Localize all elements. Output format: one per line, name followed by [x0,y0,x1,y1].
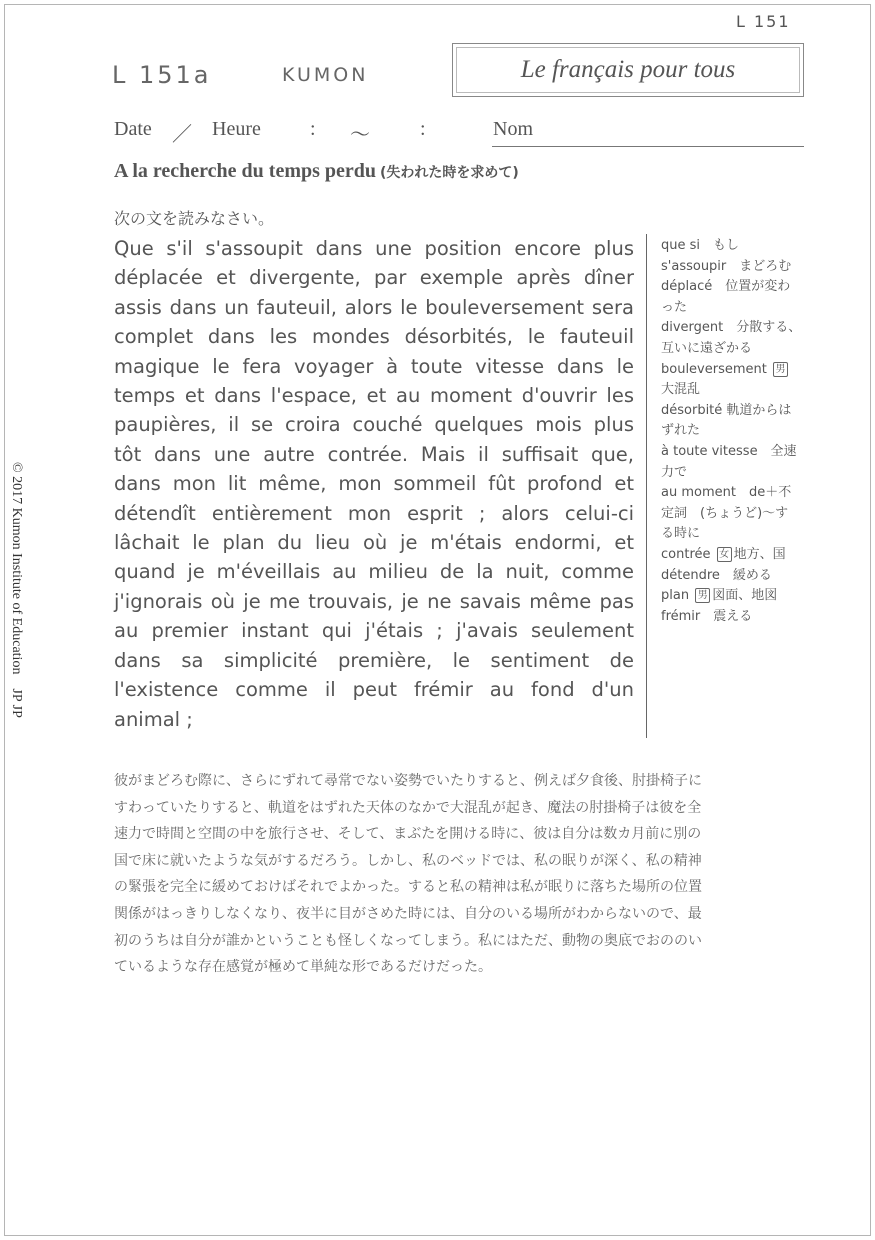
translation-line: 国で床に就いたような気がするだろう。しかし、私のベッドでは、私の眠りが深く、私の精神 [114,852,702,869]
passage-line: détendît entièrement mon esprit ; alors celui-ci [114,501,634,525]
level-code: L 151a [112,61,212,89]
glossary-line: divergent 分散する、 [661,320,802,336]
glossary-line: ずれた [661,423,701,439]
glossary [661,236,811,627]
passage-line: temps et dans l'espace, et au moment d'ouvrir les [114,384,634,408]
passage-line: j'ignorais où je me trouvais, je ne savais même pas [114,589,634,613]
slash-separator: ／ [172,124,192,146]
passage-line: tôt dans une autre contrée. Mais il suffisait que, [114,442,634,466]
translation-line: 速力で時間と空間の中を旅行させ、そして、まぶたを開ける時に、彼は自分は数カ月前に別の [114,826,702,843]
passage-line: au premier instant qui j'étais ; j'avais seulement [114,619,634,643]
passage-line: quand je m'éveillais au milieu de la nuit, comme [114,560,634,584]
heure-label: Heure [212,118,261,140]
feminine-tag: 女 [717,547,732,562]
glossary-term: contrée [661,546,711,562]
glossary-line: 互いに遠ざかる [661,340,753,356]
passage-line: Que s'il s'assoupit dans une position encore plus [114,237,634,260]
passage-line: assis dans un fauteuil, alors le bouleversement sera [114,295,634,319]
translation-line: 彼がまどろむ際に、さらにずれて尋常でない姿勢でいたりすると、例えば夕食後、肘掛椅子に [114,773,702,789]
passage [114,234,634,734]
name-field-line [492,146,804,147]
japanese-translation [114,768,814,981]
glossary-definition: 地方、国 [733,546,786,562]
glossary-entry [661,360,811,381]
glossary-definition: 図面、地図 [712,588,778,604]
instruction: 次の文を読みなさい。 [114,209,275,228]
glossary-term: bouleversement [661,361,767,377]
glossary-line: る時に [661,526,701,542]
glossary-entry [661,586,811,607]
course-title: Le français pour tous [520,56,736,83]
passage-line: dans sa simplicité première, le sentiment de [114,648,634,672]
glossary-line: s'assoupir まどろむ [661,258,792,274]
glossary-term: plan [661,588,690,604]
passage-line: magique le fera voyager à toute vitesse dans le [114,354,634,378]
heading-title-jp: (失われた時を求めて) [380,165,519,181]
glossary-line: à toute vitesse 全速 [661,443,797,459]
heading-title-fr: A la recherche du temps perdu [114,160,377,182]
glossary-line: frémir 震える [661,608,753,624]
colon-separator: : [310,118,316,140]
glossary-line: déplacé 位置が変わ [661,279,791,295]
glossary-line: détendre 緩める [661,567,772,583]
glossary-line: désorbité 軌道からは [661,402,792,418]
tilde-separator: 〜 [350,124,370,146]
passage-line: lâchait le plan du lieu où je m'étais endormi, et [114,531,634,555]
glossary-line: que si もし [661,238,740,253]
nom-label: Nom [493,118,533,140]
sheet-code: L 151 [736,12,791,31]
section-heading [114,160,519,183]
passage-line: dans mon lit même, mon sommeil fût profond et [114,472,634,496]
copyright-notice: © 2017 Kumon Institute of Education JP JP [9,462,24,718]
glossary-line: au moment de＋不 [661,485,792,501]
brand-logo: KUMON [282,64,369,86]
glossary-line: った [661,299,688,315]
translation-line: 関係がはっきりしなくなり、夜半に目がさめた時には、自分のいる場所がわからないので、最 [114,905,702,922]
translation-line: の緊張を完全に緩めておけばそれでよかった。すると私の精神は私が眠りに落ちた場所の位置 [114,879,702,896]
date-label: Date [114,118,152,140]
passage-line: complet dans les mondes désorbités, le fauteuil [114,325,634,349]
translation-line: すわっていたりすると、軌道をはずれた天体のなかで大混乱が起き、魔法の肘掛椅子は彼を全 [114,799,702,816]
glossary-entry [661,545,811,566]
masculine-tag: 男 [695,588,710,603]
translation-line: 初のうちは自分が誰かということも怪しくなってしまう。私にはただ、動物の奥底でおののい [114,932,702,949]
glossary-line: 力で [661,464,688,480]
column-divider [646,234,647,738]
glossary-line: 大混乱 [661,382,701,398]
passage-line: déplacée et divergente, par exemple après dîner [114,266,634,290]
course-title-box [452,43,804,97]
colon-separator: : [420,118,426,140]
passage-line: animal ; [114,707,193,731]
masculine-tag: 男 [773,362,788,377]
translation-line: ているような存在感覚が極めて単純な形であるだけだった。 [114,959,492,976]
glossary-line: 定詞 (ちょうど)〜す [661,505,789,521]
passage-line: l'existence comme il peut frémir au fond d'un [114,678,634,702]
passage-line: paupières, il se croira couché quelques mois plus [114,413,634,437]
